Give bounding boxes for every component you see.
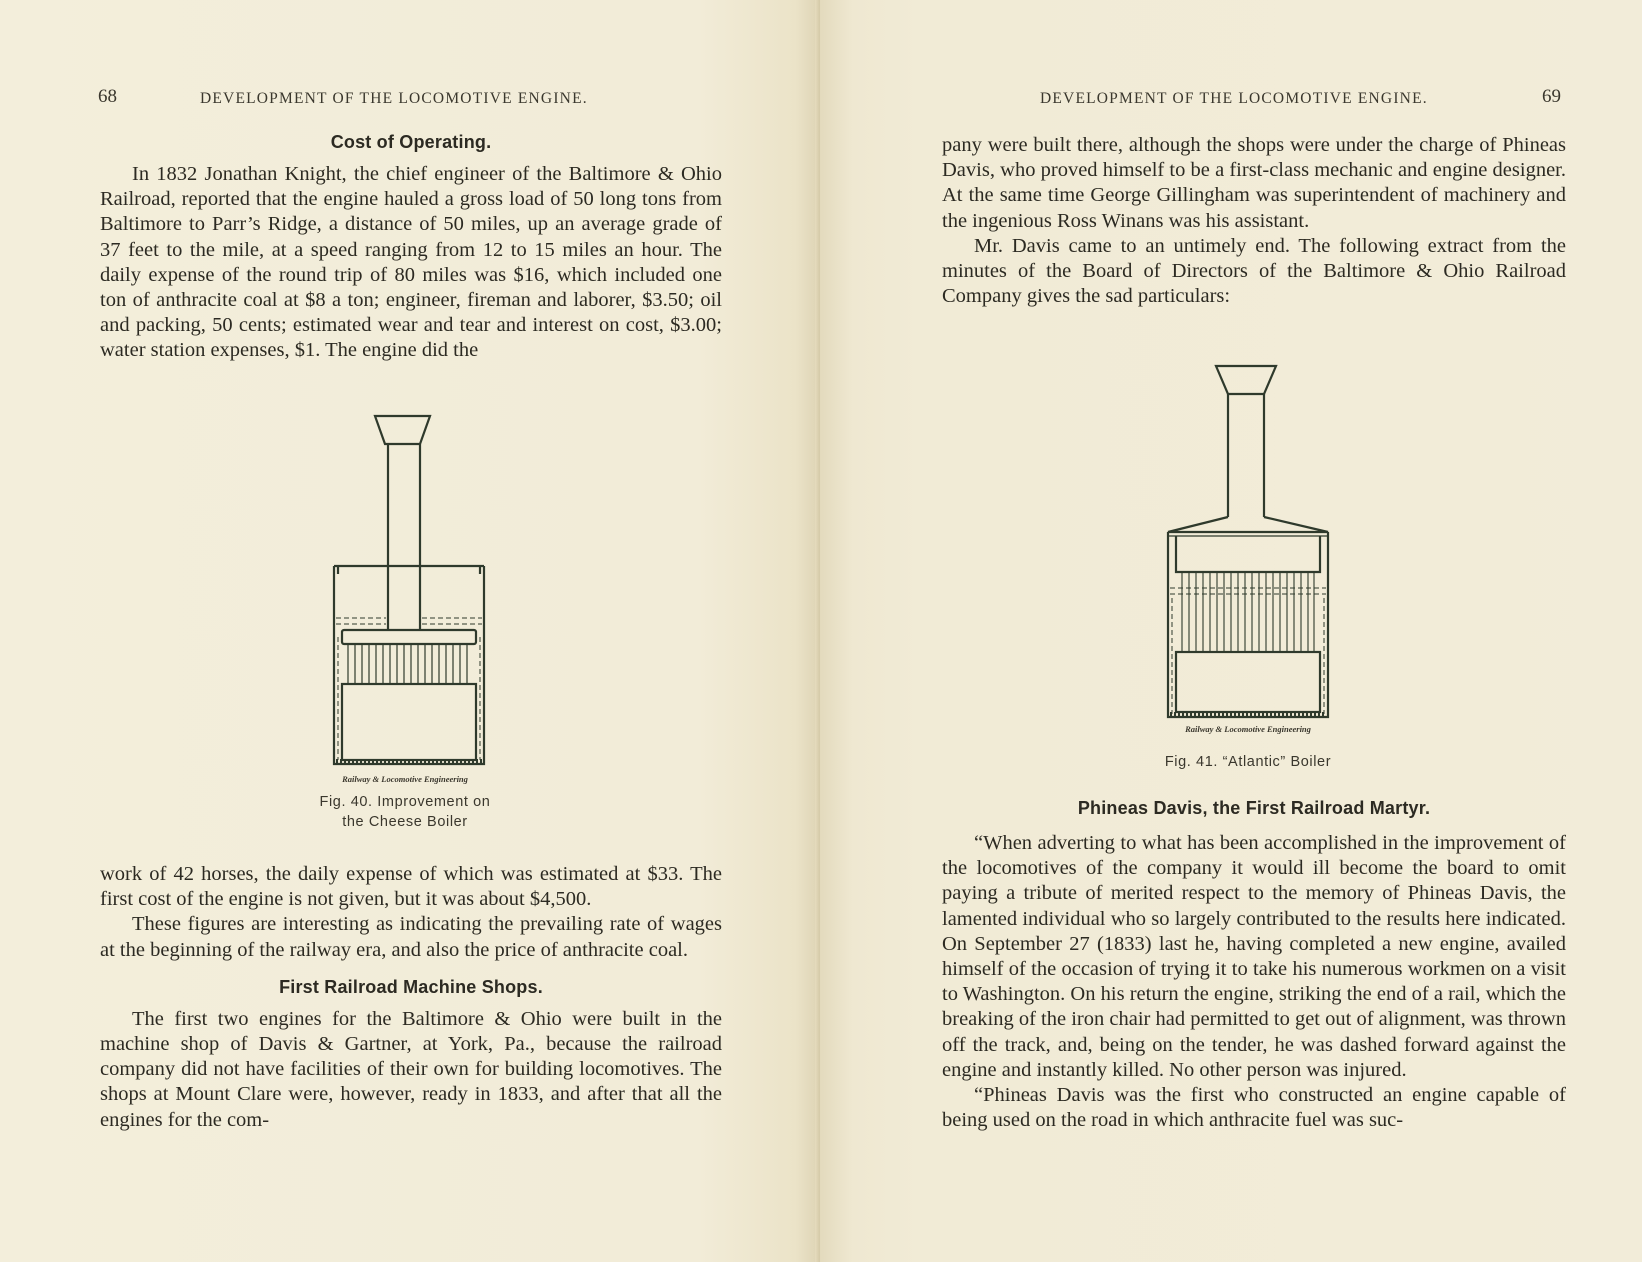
paragraph: work of 42 horses, the daily expense of which was estimated at $33. The first cost of the engine is not given, but it was about $4,500. — [100, 863, 722, 911]
left-page — [0, 0, 820, 1262]
paragraph: In 1832 Jonathan Knight, the chief engineer of the Baltimore & Ohio Railroad, reported that the engine hauled a gross load of 50 long tons from Baltimore to Parr’s Ridge, a distance of 50 miles, up an average grade of 37 feet to the mile, at a speed ranging from 12 to 15 miles an hour. The daily expense of the round trip of 80 miles was $16, which included one ton of anthracite coal at $8 a ton; engineer, fireman and laborer, $3.50; oil and packing, 50 cents; estimated wear and tear and interest on cost, $3.00; water station expenses, $1. The engine did the — [100, 163, 722, 362]
illustration-credit: Railway & Locomotive Engineering — [342, 774, 468, 784]
section-phineas-davis — [942, 798, 1566, 1133]
section-heading: First Railroad Machine Shops. — [279, 976, 543, 997]
section-heading: Phineas Davis, the First Railroad Martyr. — [1077, 798, 1431, 818]
boiler-diagram-fig40 — [300, 412, 510, 782]
page-number: 69 — [1542, 86, 1561, 107]
paragraph: These figures are interesting as indicating the prevailing rate of wages at the beginning of the railway era, and also the price of anthracite coal. — [100, 913, 722, 961]
figure-caption — [300, 792, 510, 832]
page-number: 68 — [98, 86, 117, 107]
paragraph: The first two engines for the Baltimore & Ohio were built in the machine shop of Davis & Gartner, at York, Pa., because the railroad company did not have facilities of their own for building locomotives. The shops at Mount Clare were, however, ready in 1833, and after that all the engines for the com- — [100, 1007, 722, 1131]
right-intro-text — [942, 133, 1566, 309]
section-heading: Cost of Operating. — [330, 132, 492, 152]
figure-41 — [1148, 362, 1348, 772]
caption-line: Fig. 40. Improvement on — [319, 794, 491, 810]
section-cost-of-operating — [100, 132, 722, 364]
paragraph: “When adverting to what has been accomplished in the improvement of the locomotives of the company it would ill become the board to omit paying a tribute of merited respect to the memory of Phineas Davis, the lamented individual who so largely contributed to the results here indicated. On September 27 (1833) last he, having completed a new engine, availed himself of the occasion of trying it to take his numerous workmen on a visit to Washington. On his return the engine, striking the end of a rail, which the breaking of the iron chair had permitted to get out of alignment, was thrown off the track, and, being on the tender, he was dashed forward against the engine and instantly killed. No other person was injured. — [942, 832, 1566, 1081]
paragraph: “Phineas Davis was the first who constructed an engine capable of being used on the road in which anthracite fuel was suc- — [942, 1084, 1566, 1132]
paragraph: pany were built there, although the shops were under the charge of Phineas Davis, who proved himself to be a first-class mechanic and engine designer. At the same time George Gillingham was superintendent of machinery and the ingenious Ross Winans was his assistant. — [942, 134, 1566, 232]
right-page — [820, 0, 1642, 1262]
illustration-credit: Railway & Locomotive Engineering — [1185, 724, 1311, 734]
boiler-diagram-fig41 — [1148, 362, 1348, 732]
figure-40 — [300, 412, 510, 832]
running-head: DEVELOPMENT OF THE LOCOMOTIVE ENGINE. — [200, 90, 588, 107]
figure-caption: Fig. 41. “Atlantic” Boiler — [1164, 754, 1332, 770]
running-head: DEVELOPMENT OF THE LOCOMOTIVE ENGINE. — [1040, 90, 1428, 107]
section-cost-continued — [100, 862, 722, 1133]
caption-line: the Cheese Boiler — [342, 814, 468, 830]
paragraph: Mr. Davis came to an untimely end. The following extract from the minutes of the Board of Directors of the Baltimore & Ohio Railroad Company gives the sad particulars: — [942, 234, 1566, 308]
